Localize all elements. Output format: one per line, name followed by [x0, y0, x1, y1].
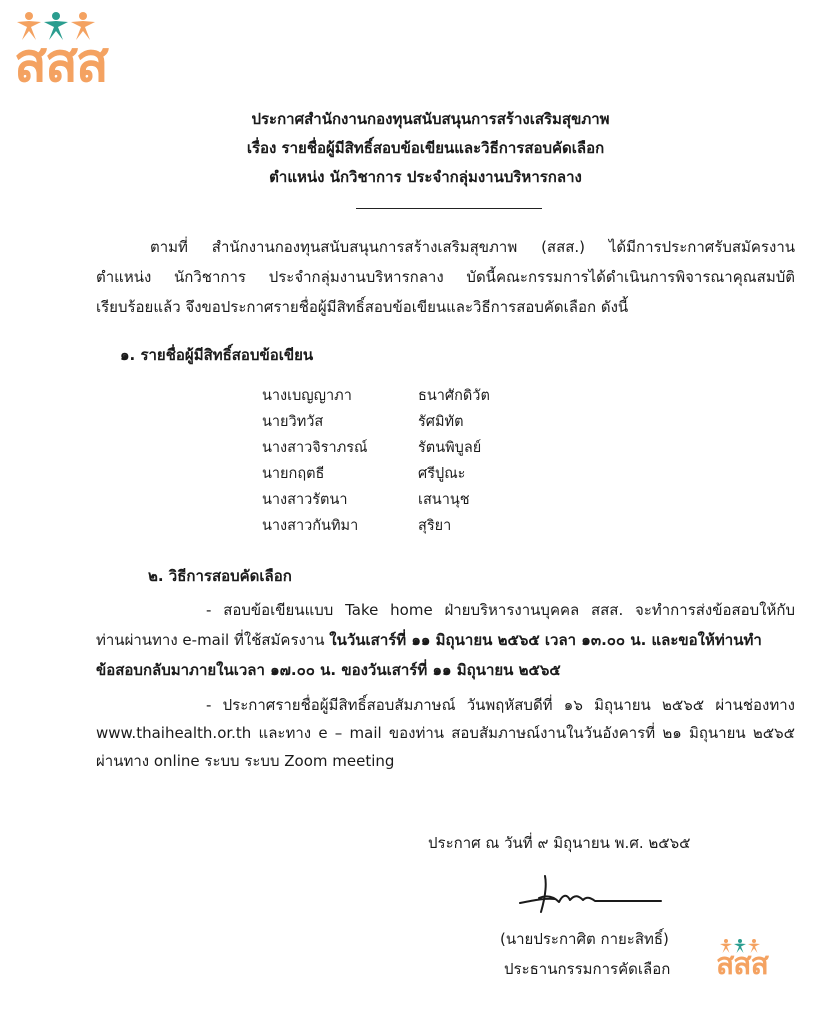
- section2-title: ๒. วิธีการสอบคัดเลือก: [148, 567, 292, 585]
- candidate-first-name: นางสาวกันทิมา: [262, 518, 359, 534]
- exam-method-line-2-bold: ในวันเสาร์ที่ ๑๑ มิถุนายน ๒๕๖๕ เวลา ๑๓.๐๐ น. และขอให้ท่านทำ: [329, 631, 762, 649]
- candidate-last-name: ธนาศักดิวัต: [418, 388, 490, 404]
- signer-position: ประธานกรรมการคัดเลือก: [504, 960, 671, 978]
- candidate-first-name: นางสาวจิราภรณ์: [262, 440, 368, 456]
- logo-wordmark: สสส: [716, 948, 768, 981]
- exam-method-line-2-normal: ท่านผ่านทาง e-mail ที่ใช้สมัครงาน: [96, 631, 330, 649]
- candidate-last-name: รัตนพิบูลย์: [418, 440, 482, 456]
- logo-top: [14, 10, 144, 92]
- candidate-first-name: นายวิทวัส: [262, 414, 324, 430]
- exam-method-line-3: ข้อสอบกลับมาภายในเวลา ๑๗.๐๐ น. ของวันเสาร์ที่ ๑๑ มิถุนายน ๒๕๖๕: [96, 661, 561, 679]
- exam-method-line-2: [96, 629, 795, 651]
- interview-line-1: - ประกาศรายชื่อผู้มีสิทธิ์สอบสัมภาษณ์ วันพฤหัสบดีที่ ๑๖ มิถุนายน ๒๕๖๕ ผ่านช่องทาง: [206, 696, 795, 714]
- header-line-2: เรื่อง รายชื่อผู้มีสิทธิ์สอบข้อเขียนและวิธีการสอบคัดเลือก: [246, 139, 605, 157]
- candidate-first-name: นางสาวรัตนา: [262, 492, 348, 508]
- candidate-last-name: รัศมิทัต: [418, 414, 464, 430]
- exam-method-line-1: - สอบข้อเขียนแบบ Take home ฝ่ายบริหารงานบุคคล สสส. จะทำการส่งข้อสอบให้กับ: [206, 601, 795, 619]
- signer-name: (นายประกาศิต กายะสิทธิ์): [500, 930, 669, 948]
- header-line-1: ประกาศสำนักงานกองทุนสนับสนุนการสร้างเสริมสุขภาพ: [251, 110, 610, 128]
- header-line-3: ตำแหน่ง นักวิชาการ ประจำกลุ่มงานบริหารกลาง: [269, 168, 582, 186]
- candidate-first-name: นางเบญญาภา: [262, 388, 352, 404]
- intro-line-1: ตามที่ สำนักงานกองทุนสนับสนุนการสร้างเสริมสุขภาพ (สสส.) ได้มีการประกาศรับสมัครงาน: [150, 238, 795, 256]
- header-divider: [356, 208, 542, 209]
- signature: [515, 868, 665, 918]
- intro-line-2: ตำแหน่ง นักวิชาการ ประจำกลุ่มงานบริหารกลาง บัดนี้คณะกรรมการได้ดำเนินการพิจารณาคุณสมบัติ: [96, 268, 795, 286]
- logo-bottom: [716, 938, 786, 988]
- logo-wordmark: สสส: [14, 33, 107, 93]
- candidate-last-name: เสนานุช: [418, 492, 470, 508]
- announcement-date: ประกาศ ณ วันที่ ๙ มิถุนายน พ.ศ. ๒๕๖๕: [428, 834, 691, 852]
- interview-line-2: www.thaihealth.or.th และทาง e – mail ของท่าน สอบสัมภาษณ์งานในวันอังคารที่ ๒๑ มิถุนายน ๒๕๖๕: [96, 724, 795, 742]
- candidate-last-name: สุริยา: [418, 518, 452, 534]
- candidate-first-name: นายกฤตธี: [262, 466, 325, 482]
- candidate-last-name: ศรีปูณะ: [418, 466, 466, 482]
- interview-line-3: ผ่านทาง online ระบบ ระบบ Zoom meeting: [96, 752, 395, 770]
- section1-title: ๑. รายชื่อผู้มีสิทธิ์สอบข้อเขียน: [120, 346, 314, 364]
- intro-line-3: เรียบร้อยแล้ว จึงขอประกาศรายชื่อผู้มีสิทธิ์สอบข้อเขียนและวิธีการสอบคัดเลือก ดังนี้: [96, 298, 629, 316]
